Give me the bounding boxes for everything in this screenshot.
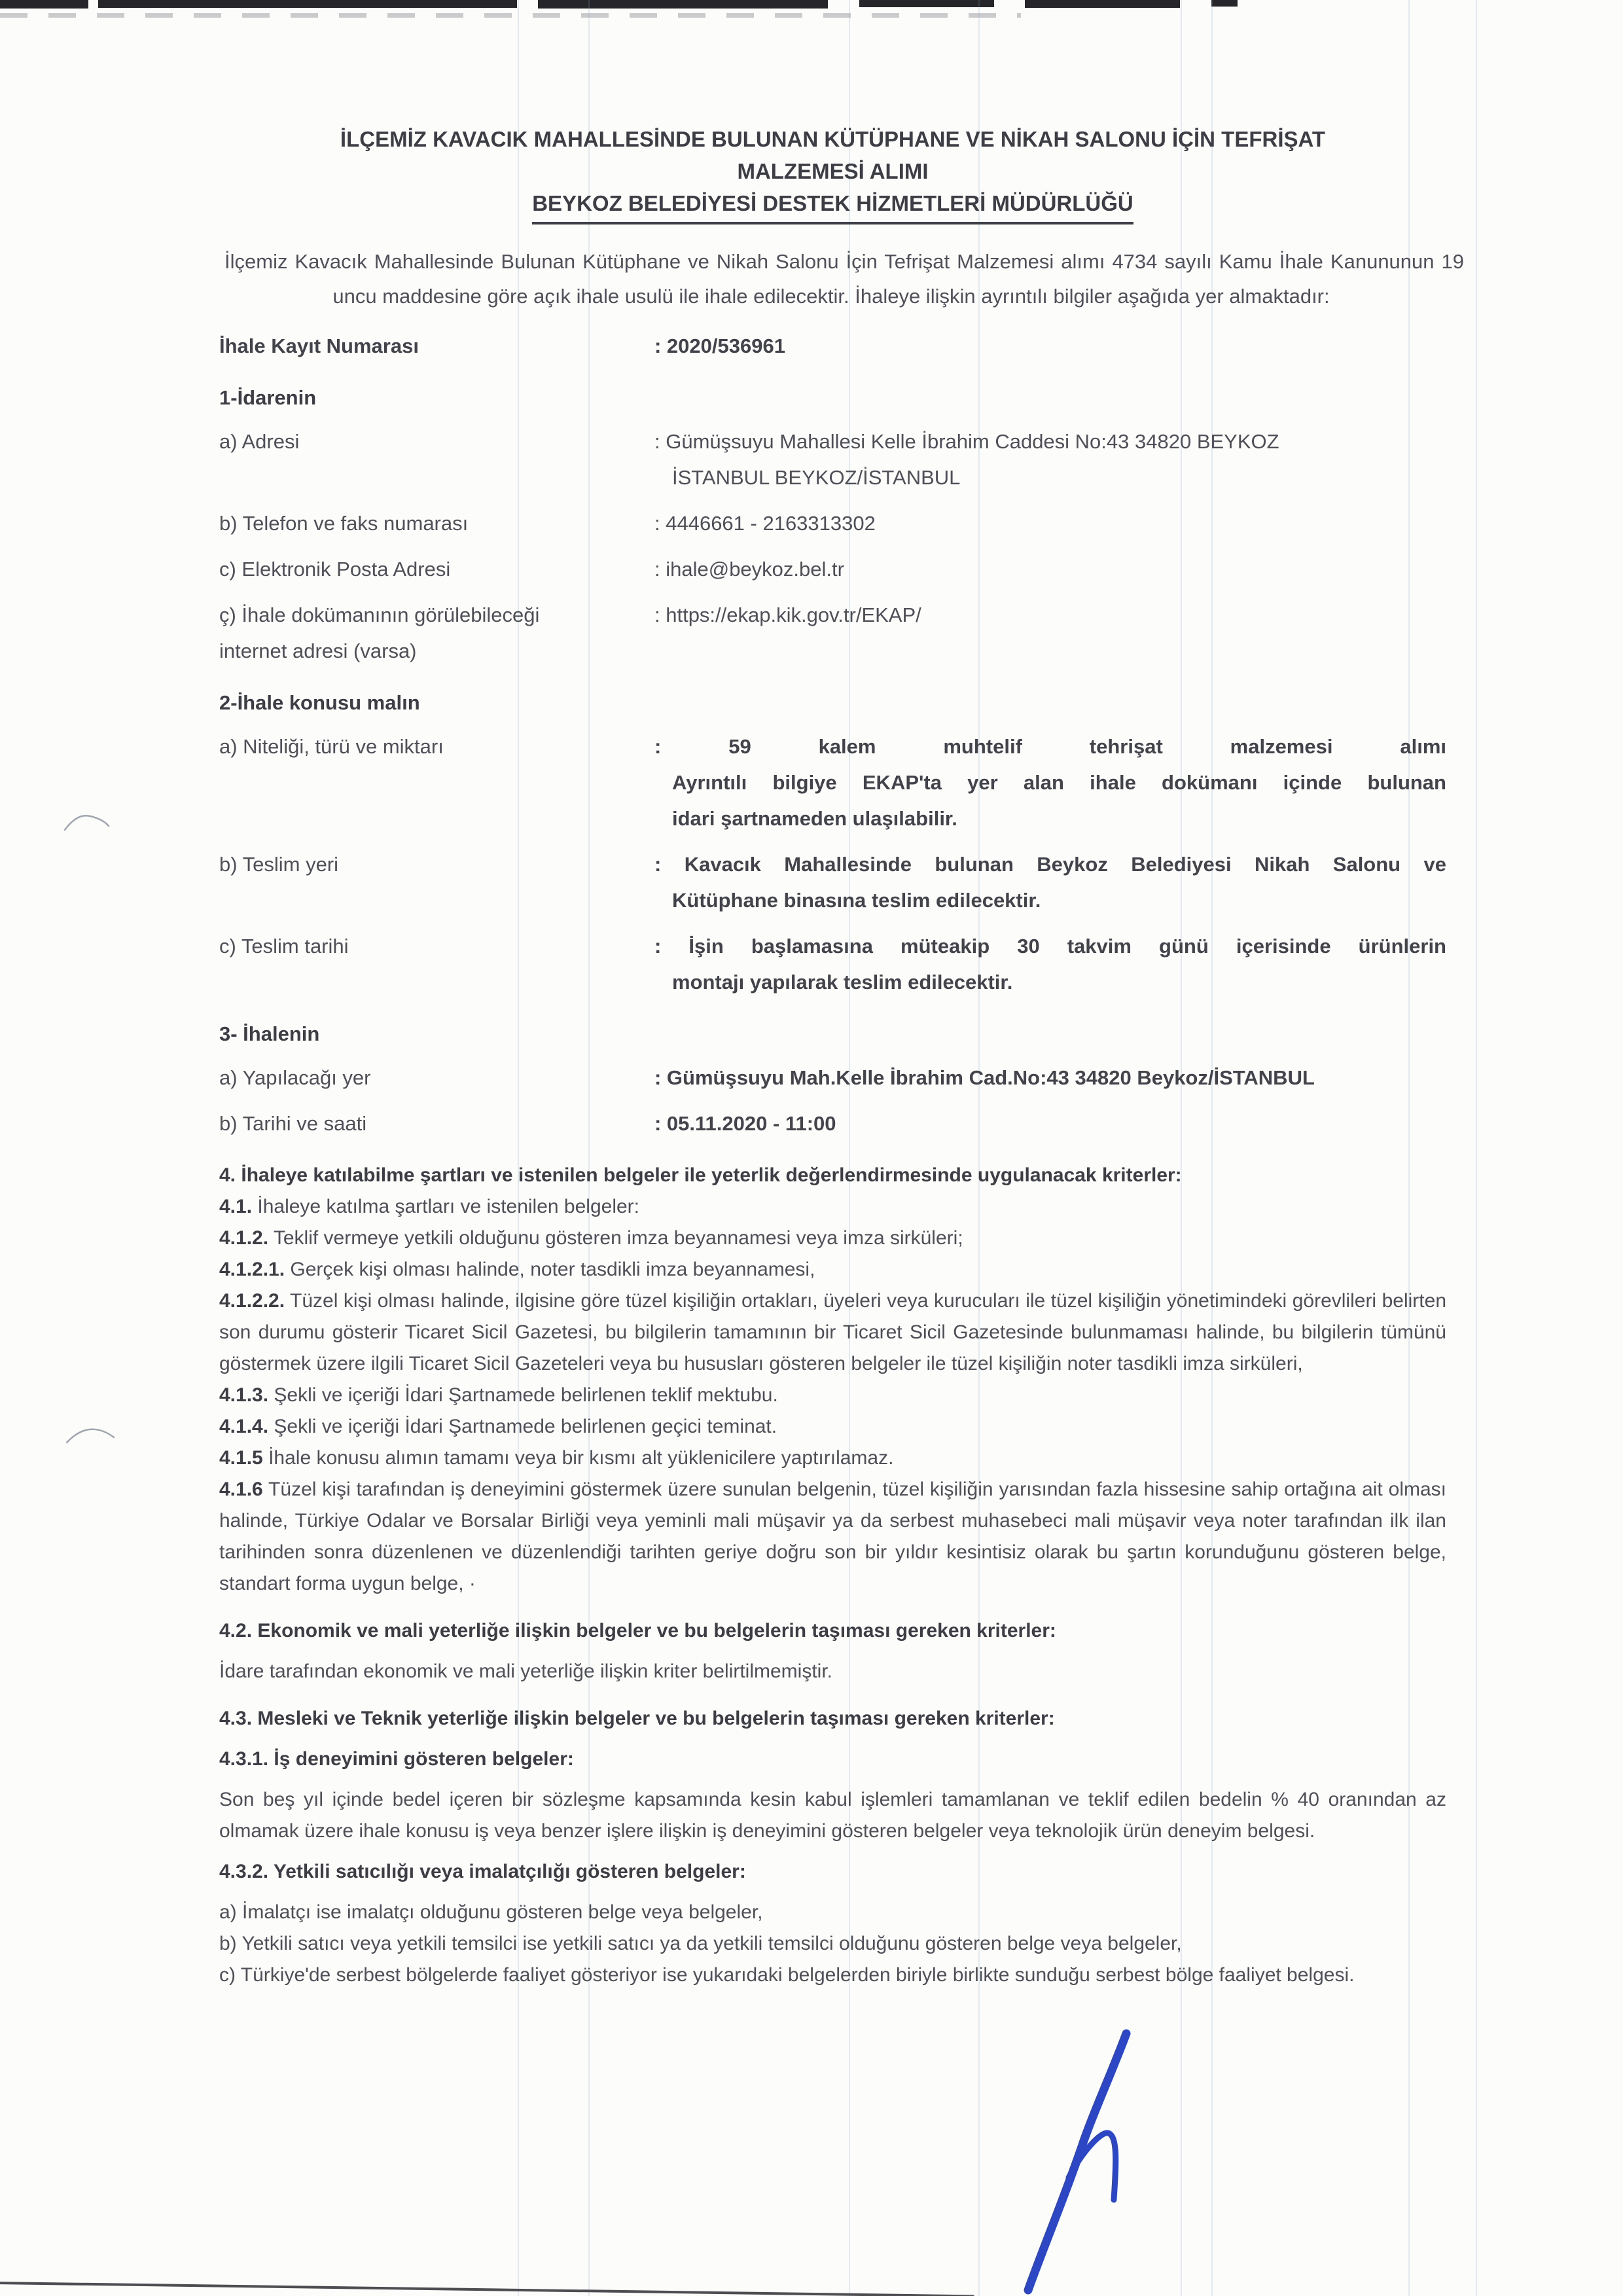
tender-place-row [219,1060,1446,1096]
document-url-label-line: internet adresi (varsa) [219,639,417,662]
department-title-text: BEYKOZ BELEDİYESİ DESTEK HİZMETLERİ MÜDÜRLÜĞÜ [532,187,1133,224]
pencil-arc-mark [63,809,111,833]
phone-fax-value: : 4446661 - 2163313302 [654,512,876,535]
intro-paragraph: İlçemiz Kavacık Mahallesinde Bulunan Kütüphane ve Nikah Salonu İçin Tefrişat Malzemesi alımı 4734 sayılı Kamu İhale Kanununun 19 uncu maddesine göre açık ihale usulü ile ihale edilecektir. İhaleye ilişkin ayrıntılı bilgiler aşağıda yer almaktadır: [224,250,1464,308]
document-url-label-line: ç) İhale dokümanının görülebileceği [219,603,540,626]
key-value-section [219,328,1446,1141]
scan-strip-segment [538,0,828,9]
section4-3-2-heading: 4.3.2. Yetkili satıcılığı veya imalatçılığı gösteren belgeler: [219,1861,746,1882]
section1-heading: 1-İdarenin [219,386,317,409]
subject-quantity-value [654,728,1446,836]
document-url-row [219,597,1446,669]
clause-number: 4.1.5 [219,1447,263,1469]
clause-number: 4.1.2.2. [219,1290,285,1312]
scan-strip-segment [859,0,994,7]
scan-strip-segment [1025,0,1180,8]
section4-heading: 4. İhaleye katılabilme şartları ve istenilen belgeler ile yeterlik değerlendirmesinde uygulanacak kriterler: [219,1164,1182,1186]
experience-percentage: % 40 [1271,1789,1319,1810]
subject-quantity-label: a) Niteliği, türü ve miktarı [219,735,444,758]
clause-text: Tüzel kişi tarafından iş deneyimini göstermek üzere sunulan belgenin, tüzel kişiliğin yarısından fazla hissesine sahip ortağına ait olması halinde, Türkiye Odalar ve Borsalar Birliği veya yeminli mali müşavir ya da serbest muhasebeci mali müşavir veya noter tarafından ilk ilan tarihinden sonra düzenlenen ve düzenlendiği tarihten geriye doğru son bir yıldır kesintisiz olarak bu şartın korunduğunu gösteren belge, standart forma uygun belge, · [219,1479,1446,1594]
section4 [219,1160,1446,1991]
tender-place-value: : Gümüşsuyu Mah.Kelle İbrahim Cad.No:43 34820 Beykoz/İSTANBUL [654,1066,1315,1089]
email-row [219,551,1446,587]
experience-text-post: oranından az olmamak üzere ihale konusu iş veya benzer işlere ilişkin iş deneyimini gösteren belgeler veya teknolojik ürün deneyim belgesi. [219,1789,1446,1842]
delivery-date-value [654,928,1446,1000]
delivery-date-value-line: : İşin başlamasına müteakip 30 takvim günü içerisinde ürünlerin [654,935,1446,958]
email-label: c) Elektronik Posta Adresi [219,558,451,581]
manufacturer-item-a: a) İmalatçı ise imalatçı olduğunu gösteren belge veya belgeler, [219,1901,763,1923]
section2-heading: 2-İhale konusu malın [219,691,420,714]
address-value-line: : Gümüşsuyu Mahallesi Kelle İbrahim Caddesi No:43 34820 BEYKOZ [654,430,1279,453]
scan-strip-segment [0,0,88,9]
clause-4-1-4 [219,1411,1446,1443]
pencil-arc-mark [64,1418,116,1445]
clause-4-1-2 [219,1223,1446,1254]
tender-datetime-row [219,1105,1446,1141]
clause-text: Şekli ve içeriği İdari Şartnamede belirlenen teklif mektubu. [268,1384,778,1406]
scan-strip-segment [1211,0,1238,7]
tender-datetime-label: b) Tarihi ve saati [219,1112,367,1135]
scan-strip-dashes [0,13,1021,18]
clause-text: Şekli ve içeriği İdari Şartnamede belirlenen geçici teminat. [268,1416,777,1437]
manufacturer-item-c: c) Türkiye'de serbest bölgelerde faaliyet gösteriyor ise yukarıdaki belgelerden biriyle birlikte sunduğu serbest bölge faaliyet belgesi. [219,1964,1355,1986]
phone-fax-row [219,505,1446,541]
clause-number: 4.1. [219,1196,253,1217]
clause-number: 4.1.6 [219,1479,263,1500]
scan-streak [1476,0,1477,2296]
document-url-label [219,597,654,669]
email-value: : ihale@beykoz.bel.tr [654,558,844,581]
document-title-block [219,123,1446,224]
clause-text: Teklif vermeye yetkili olduğunu gösteren imza beyannamesi veya imza sirküleri; [268,1227,963,1249]
clause-text: İhaleye katılma şartları ve istenilen belgeler: [252,1196,640,1217]
clause-number: 4.1.4. [219,1416,269,1437]
clause-4-1-3 [219,1380,1446,1411]
clause-4-1-6 [219,1474,1446,1600]
section4-3-1-paragraph [219,1784,1446,1847]
address-row [219,423,1446,495]
subject-quantity-value-line: Ayrıntılı bilgiye EKAP'ta yer alan ihale dokümanı içinde bulunan [672,771,1446,794]
clause-number: 4.1.3. [219,1384,269,1406]
document-title-line2: MALZEMESİ ALIMI [737,159,929,183]
delivery-place-label: b) Teslim yeri [219,853,339,876]
clause-number: 4.1.2. [219,1227,269,1249]
scan-artifact-bottom-line [0,2282,974,2296]
delivery-place-row [219,846,1446,918]
address-value [654,423,1446,495]
section3-heading: 3- İhalenin [219,1022,320,1045]
delivery-place-value-line: Kütüphane binasına teslim edilecektir. [672,889,1041,912]
section4-3-1-heading: 4.3.1. İş deneyimini gösteren belgeler: [219,1748,574,1770]
clause-4-1-5 [219,1443,1446,1474]
clause-4-1-2-1 [219,1254,1446,1285]
tender-place-label: a) Yapılacağı yer [219,1066,371,1089]
address-label: a) Adresi [219,430,300,453]
clause-text: İhale konusu alımın tamamı veya bir kısmı alt yüklenicilere yaptırılamaz. [262,1447,894,1469]
delivery-date-label: c) Teslim tarihi [219,935,349,958]
document-url-value: : https://ekap.kik.gov.tr/EKAP/ [654,603,921,626]
section4-2-heading: 4.2. Ekonomik ve mali yeterliğe ilişkin belgeler ve bu belgelerin taşıması gereken kriterler: [219,1620,1056,1641]
delivery-place-value-line: : Kavacık Mahallesinde bulunan Beykoz Belediyesi Nikah Salonu ve [654,853,1446,876]
experience-text-pre: Son beş yıl içinde bedel içeren bir sözleşme kapsamında kesin kabul işlemleri tamamlanan ve teklif edilen bedelin [219,1789,1272,1810]
subject-quantity-value-line: : 59 kalem muhtelif tehrişat malzemesi alımı [654,735,1446,758]
department-title [219,187,1446,224]
phone-fax-label: b) Telefon ve faks numarası [219,512,469,535]
delivery-date-row [219,928,1446,1000]
section4-3-heading: 4.3. Mesleki ve Teknik yeterliğe ilişkin belgeler ve bu belgelerin taşıması gereken kriterler: [219,1708,1055,1729]
document-title-line1: İLÇEMİZ KAVACIK MAHALLESİNDE BULUNAN KÜTÜPHANE VE NİKAH SALONU İÇİN TEFRİŞAT [340,127,1326,151]
registry-number-row [219,328,1446,364]
signature-mark [1005,2019,1201,2296]
clause-4-1-2-2 [219,1285,1446,1380]
clause-text: Gerçek kişi olması halinde, noter tasdikli imza beyannamesi, [285,1259,815,1280]
manufacturer-item-b: b) Yetkili satıcı veya yetkili temsilci ise yetkili satıcı ya da yetkili temsilci olduğunu gösteren belge veya belgeler, [219,1933,1182,1954]
registry-number-label: İhale Kayıt Numarası [219,334,419,357]
section4-2-text: İdare tarafından ekonomik ve mali yeterliğe ilişkin kriter belirtilmemiştir. [219,1660,833,1682]
address-value-line: İSTANBUL BEYKOZ/İSTANBUL [672,466,961,489]
clause-text: Tüzel kişi olması halinde, ilgisine göre tüzel kişiliğin ortakları, üyeleri veya kurucuları ile tüzel kişiliğin yönetimindeki görevlileri belirten son durumu gösterir Ticaret Sicil Gazetesi, bu bilgilerin tamamının bir Ticaret Sicil Gazetesinde bulunmaması halinde, bu bilgilerin tümünü göstermek üzere ilgili Ticaret Sicil Gazeteleri veya bu hususları gösteren belgeler ile tüzel kişiliğin noter tasdikli imza sirküleri, [219,1290,1446,1374]
subject-quantity-value-line: idari şartnameden ulaşılabilir. [672,807,957,830]
delivery-place-value [654,846,1446,918]
registry-number-value: : 2020/536961 [654,334,785,357]
clause-number: 4.1.2.1. [219,1259,285,1280]
document-body [219,123,1464,1991]
subject-quantity-row [219,728,1446,836]
delivery-date-value-line: montajı yapılarak teslim edilecektir. [672,971,1013,994]
tender-datetime-value: : 05.11.2020 - 11:00 [654,1112,836,1135]
clause-4-1 [219,1191,1446,1223]
scan-strip-segment [98,0,517,8]
